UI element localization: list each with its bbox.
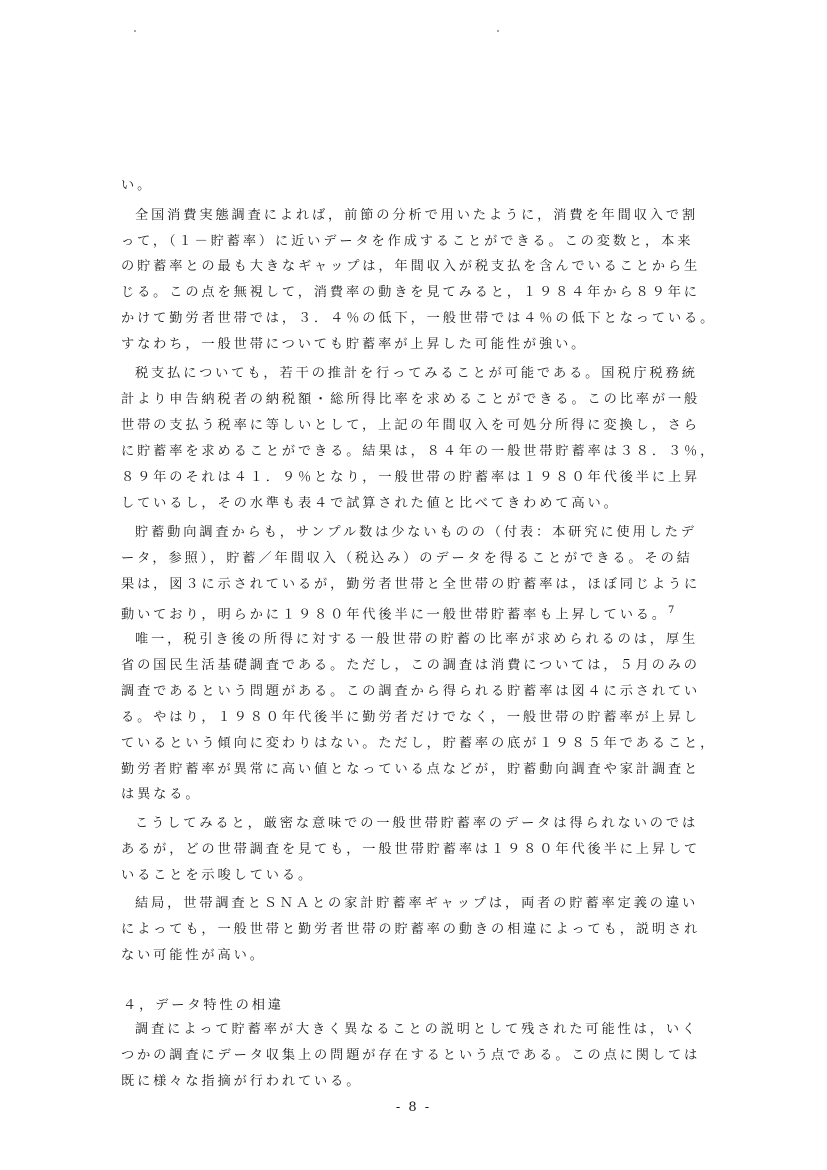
- paragraph-line: 唯一，税引き後の所得に対する一般世帯の貯蓄の比率が求められるのは，厚生: [135, 632, 699, 647]
- paragraph-line: 世帯の支払う税率に等しいとして，上記の年間収入を可処分所得に変換し，さら: [121, 418, 700, 433]
- section-paragraph-line: 調査によって貯蓄率が大きく異なることの説明として残された可能性は，いく: [135, 1022, 699, 1037]
- scan-speck: [497, 30, 499, 32]
- paragraph-line: ８９年のそれは４１．９％となり，一般世帯の貯蓄率は１９８０年代後半に上昇: [121, 470, 701, 485]
- paragraph-line: 全国消費実態調査によれば，前節の分析で用いたように，消費を年間収入で割: [135, 208, 699, 223]
- paragraph-line: ているという傾向に変わりはない。ただし，貯蓄率の底が１９８５年であること，: [121, 736, 717, 751]
- paragraph-line: 結局，世帯調査とＳＮＡとの家計貯蓄率ギャップは，両者の貯蓄率定義の違い: [135, 896, 699, 911]
- paragraph-line: 果は，図３に示されているが，勤労者世帯と全世帯の貯蓄率は，ほぼ同じように: [121, 577, 701, 592]
- paragraph-line: ない可能性が高い。: [121, 948, 266, 963]
- paragraph-line: に貯蓄率を求めることができる。結果は，８４年の一般世帯貯蓄率は３８．３％，: [121, 444, 717, 459]
- paragraph-line: って，（１－貯蓄率）に近いデータを作成することができる。この変数と，本来: [121, 234, 694, 249]
- section-paragraph-line: つかの調査にデータ収集上の問題が存在するという点である。この点に関しては: [121, 1048, 701, 1063]
- page-number: - 8 -: [395, 1100, 432, 1115]
- paragraph-line: の貯蓄率との最も大きなギャップは，年間収入が税支払を含んでいることから生: [121, 259, 701, 274]
- paragraph-line: すなわち，一般世帯についても貯蓄率が上昇した可能性が強い。: [121, 337, 588, 352]
- paragraph-line: じる。この点を無視して，消費率の動きを見てみると，１９８４年から８９年に: [121, 285, 700, 300]
- paragraph-line: る。やはり，１９８０年代後半に勤労者だけでなく，一般世帯の貯蓄率が上昇し: [121, 710, 700, 725]
- paragraph-line: 調査であるという問題がある。この調査から得られる貯蓄率は図４に示されてい: [121, 684, 701, 699]
- paragraph-line: 計より申告納税者の納税額・総所得比率を求めることができる。この比率が一般: [121, 392, 701, 407]
- paragraph-line: あるが，どの世帯調査を見ても，一般世帯貯蓄率は１９８０年代後半に上昇して: [121, 842, 701, 857]
- paragraph-line: いることを示唆している。: [121, 868, 315, 883]
- paragraph-line: ータ，参照），貯蓄／年間収入（税込み）のデータを得ることができる。その結: [121, 551, 693, 566]
- paragraph-line: 貯蓄動向調査からも，サンプル数は少ないものの（付表：本研究に使用したデ: [135, 525, 697, 540]
- paragraph-line: しているし，その水準も表４で試算された値と比べてきわめて高い。: [121, 496, 620, 511]
- scan-speck: [134, 30, 136, 32]
- section-paragraph-line: 既に様々な指摘が行われている。: [121, 1074, 363, 1089]
- paragraph-line: こうしてみると，厳密な意味での一般世帯貯蓄率のデータは得られないのでは: [135, 816, 699, 831]
- paragraph-line: は異なる。: [121, 787, 202, 802]
- paragraph-line: 勤労者貯蓄率が異常に高い値となっている点などが，貯蓄動向調査や家計調査と: [121, 762, 701, 777]
- paragraph-line: かけて勤労者世帯では，３．４％の低下，一般世帯では４％の低下となっている。: [121, 311, 717, 326]
- paragraph-line: 税支払についても，若干の推計を行ってみることが可能である。国税庁税務統: [135, 366, 698, 381]
- paragraph-line: 省の国民生活基礎調査である。ただし，この調査は消費については，５月のみの: [121, 658, 700, 673]
- paragraph-line: 動いており，明らかに１９８０年代後半に一般世帯貯蓄率も上昇している。$^7$: [121, 605, 675, 623]
- section-heading: ４，データ特性の相違: [123, 998, 284, 1013]
- paragraph-line: によっても，一般世帯と勤労者世帯の貯蓄率の動きの相違によっても，説明され: [121, 922, 701, 937]
- footnote-marker: 7: [667, 605, 675, 616]
- paragraph-line: い。: [121, 178, 154, 193]
